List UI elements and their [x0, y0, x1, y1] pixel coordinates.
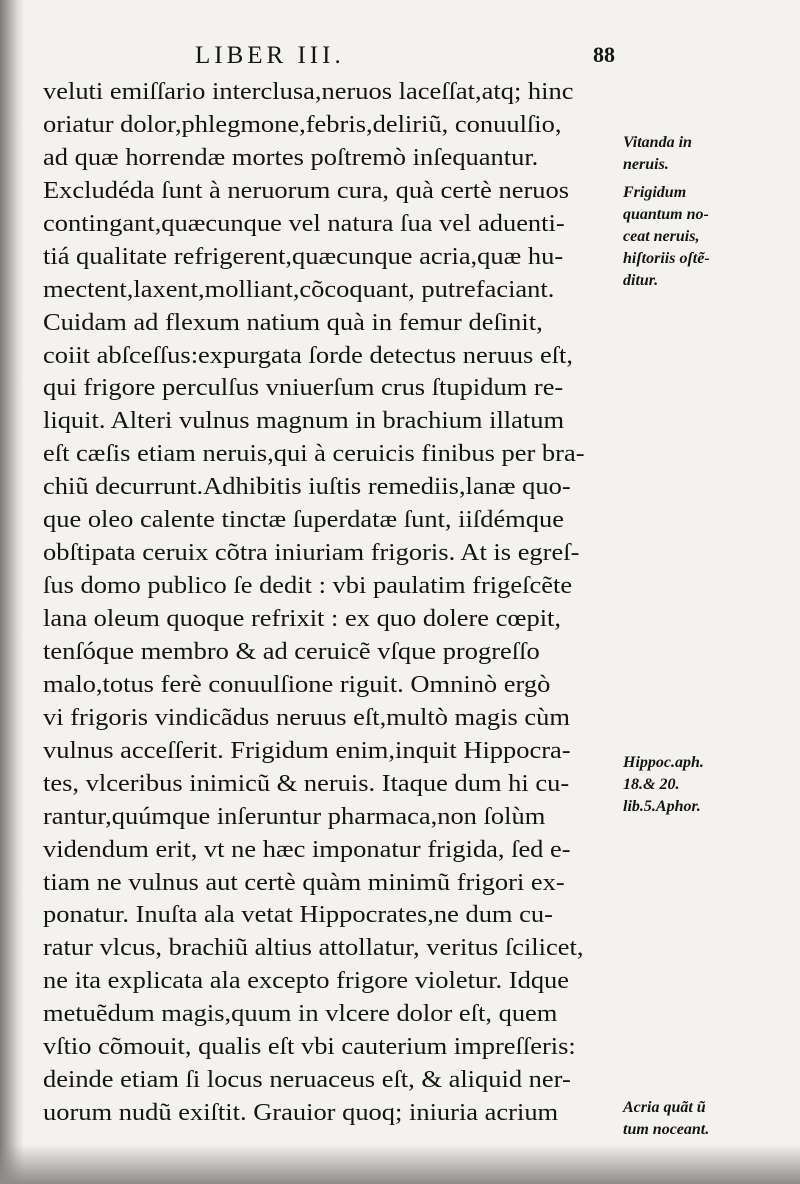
text-line: ad quæ horrendæ mortes poſtremò inſequantur. — [43, 143, 539, 171]
margin-note-line: Frigidum — [623, 184, 687, 201]
text-line: veluti emiſſario interclusa,neruos laceſſat,atq; hinc — [43, 78, 574, 105]
text-line: eſt cæſis etiam neruis,qui à ceruicis finibus per bra- — [43, 440, 585, 468]
text-line: malo,totus ferè conuulſione riguit. Omninò ergò — [43, 670, 551, 698]
text-line: obſtipata ceruix cõtra iniuriam frigoris. At is egreſ- — [43, 539, 580, 567]
page-number: 88 — [593, 42, 615, 67]
text-line: coiit abſceſſus:expurgata ſorde detectus neruus eſt, — [43, 341, 574, 369]
margin-note-line: lib.5.Aphor. — [623, 798, 701, 815]
text-line: videndum erit, vt ne hæc imponatur frigida, ſed e- — [43, 835, 571, 863]
text-line: ne ita explicata ala excepto frigore violetur. Idque — [43, 967, 570, 995]
text-line: liquit. Alteri vulnus magnum in brachium illatum — [43, 407, 565, 435]
text-line: qui frigore perculſus vniuerſum crus ſtupidum re- — [43, 374, 564, 402]
margin-note — [623, 182, 793, 292]
margin-note — [623, 132, 793, 176]
margin-note-line: ditur. — [623, 272, 659, 289]
text-line: tiá qualitate refrigerent,quæcunque acria,quæ hu- — [43, 242, 564, 270]
text-line: deinde etiam ſi locus neruaceus eſt, & aliquid ner- — [43, 1066, 571, 1094]
margin-note-line: ceat neruis, — [623, 228, 700, 245]
text-line: vulnus acceſſerit. Frigidum enim,inquit Hippocra- — [43, 736, 571, 764]
margin-note-line: neruis. — [623, 156, 669, 173]
text-line: lana oleum quoque refrixit : ex quo dolere cœpit, — [43, 605, 562, 632]
text-line: ſus domo publico ſe dedit : vbi paulatim frigeſcẽte — [43, 572, 573, 600]
margin-note-line: Vitanda in — [623, 134, 692, 151]
text-line: oriatur dolor,phlegmone,febris,deliriũ, conuulſio, — [43, 110, 562, 138]
text-line: vſtio cõmouit, qualis eſt vbi cauterium impreſſeris: — [43, 1033, 576, 1061]
text-line: tenſóque membro & ad ceruicẽ vſque progreſſo — [43, 637, 540, 665]
body-text — [43, 76, 625, 1130]
text-line: mectent,laxent,molliant,cõcoquant, putrefaciant. — [43, 275, 555, 303]
margin-note — [623, 1097, 793, 1141]
margin-note-line: quantum no- — [623, 206, 709, 223]
margin-note-line: 18.& 20. — [623, 776, 680, 793]
text-line: metuẽdum magis,quum in vlcere dolor eſt, quem — [43, 1000, 558, 1028]
text-line: tes, vlceribus inimicũ & neruis. Itaque dum hi cu- — [43, 769, 570, 797]
margin-note-line: hiſtoriis oſtẽ- — [623, 250, 710, 267]
text-line: contingant,quæcunque vel natura ſua vel aduenti- — [43, 209, 565, 237]
text-line: ponatur. Inuſta ala vetat Hippocrates,ne dum cu- — [43, 901, 553, 929]
running-title: LIBER III. — [195, 42, 345, 69]
margin-note — [623, 752, 793, 818]
margin-note-line: Hippoc.aph. — [623, 754, 704, 771]
text-line: chiũ decurrunt.Adhibitis iuſtis remediis,lanæ quo- — [43, 473, 571, 501]
text-line: Cuidam ad flexum natium quà in femur deſinit, — [43, 308, 543, 336]
page-header — [195, 42, 615, 78]
page-gutter-shadow — [0, 0, 24, 1184]
margin-note-line: tum noceant. — [623, 1121, 710, 1138]
margin-note-line: Acria quãt ũ — [623, 1099, 706, 1116]
text-line: rantur,quúmque inſeruntur pharmaca,non ſolùm — [43, 802, 546, 830]
text-line: ratur vlcus, brachiũ altius attollatur, veritus ſcilicet, — [43, 934, 584, 962]
text-line: Excludéda ſunt à neruorum cura, quà certè neruos — [43, 176, 570, 204]
text-line: tiam ne vulnus aut certè quàm minimũ frigori ex- — [43, 868, 565, 896]
text-line: que oleo calente tinctæ ſuperdatæ ſunt, iiſdémque — [43, 506, 564, 534]
text-line: vi frigoris vindicãdus neruus eſt,multò magis cùm — [43, 703, 570, 731]
page-bottom-shadow — [0, 1144, 800, 1184]
text-line: uorum nudũ exiſtit. Grauior quoq; iniuria acrium — [43, 1099, 559, 1127]
